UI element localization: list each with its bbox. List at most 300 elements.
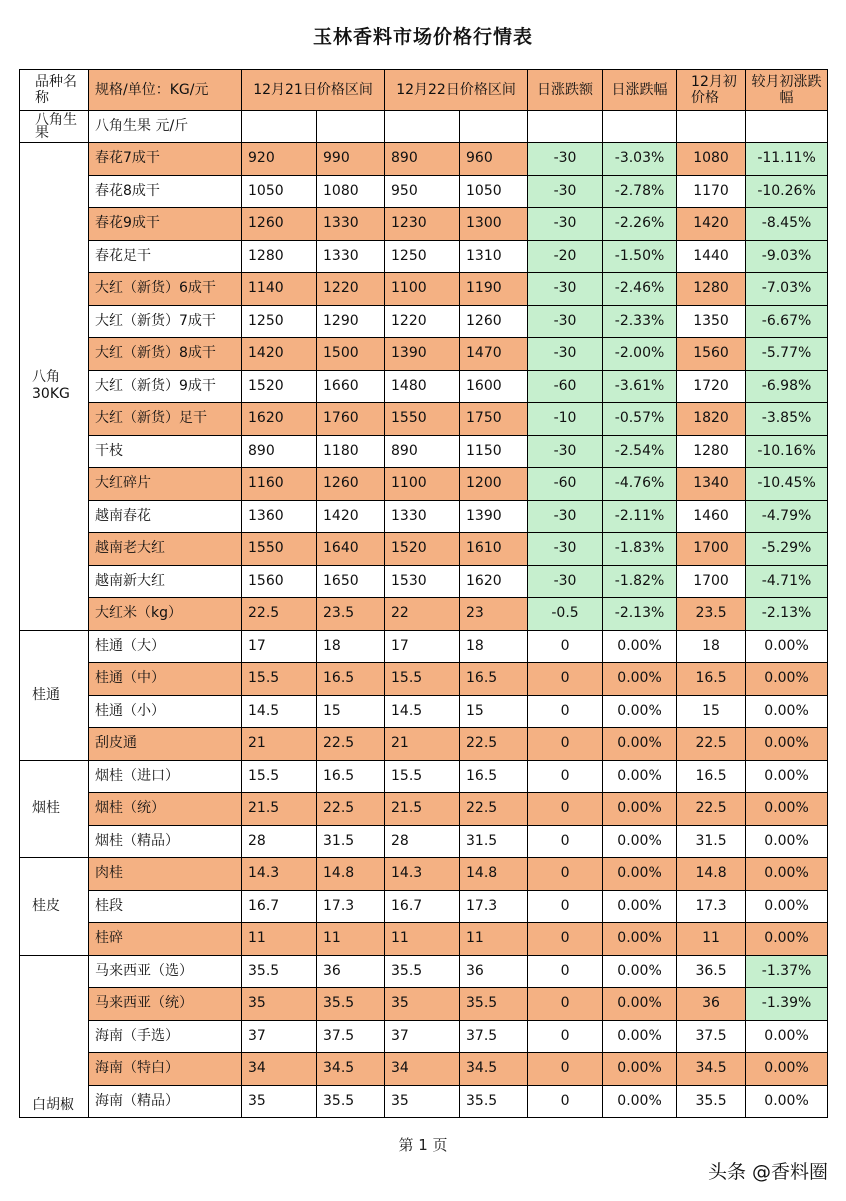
spec-cell: 春花8成干: [89, 175, 242, 208]
value-cell: 36: [460, 955, 528, 988]
value-cell: -6.67%: [746, 305, 828, 338]
category-cell: 桂通: [20, 630, 89, 760]
table-row: [20, 988, 828, 1021]
value-cell: 35: [242, 1085, 317, 1118]
value-cell: 1050: [242, 175, 317, 208]
value-cell: 1260: [242, 208, 317, 241]
value-cell: 1260: [317, 468, 385, 501]
value-cell: 0: [528, 630, 603, 663]
value-cell: 16.5: [677, 760, 746, 793]
value-cell: 0: [528, 923, 603, 956]
table-row: [20, 760, 828, 793]
value-cell: -8.45%: [746, 208, 828, 241]
value-cell: 0: [528, 663, 603, 696]
table-row: [20, 890, 828, 923]
value-cell: 21: [385, 728, 460, 761]
spec-cell: 大红（新货）8成干: [89, 338, 242, 371]
table-row: [20, 273, 828, 306]
value-cell: 1180: [317, 435, 385, 468]
value-cell: 1300: [460, 208, 528, 241]
value-cell: 1390: [385, 338, 460, 371]
category-cell: 白胡椒: [20, 955, 89, 1118]
value-cell: 21.5: [385, 793, 460, 826]
value-cell: 0.00%: [603, 728, 677, 761]
value-cell: 15.5: [242, 663, 317, 696]
table-row: [20, 630, 828, 663]
value-cell: 1100: [385, 273, 460, 306]
value-cell: -30: [528, 500, 603, 533]
table-row: [20, 208, 828, 241]
value-cell: 14.3: [385, 858, 460, 891]
table-row: [20, 240, 828, 273]
value-cell: 17: [242, 630, 317, 663]
value-cell: 1200: [460, 468, 528, 501]
value-cell: 35.5: [385, 955, 460, 988]
value-cell: -30: [528, 273, 603, 306]
value-cell: 11: [677, 923, 746, 956]
value-cell: 17: [385, 630, 460, 663]
value-cell: 28: [385, 825, 460, 858]
value-cell: 16.5: [460, 760, 528, 793]
value-cell: 1170: [677, 175, 746, 208]
value-cell: 35.5: [317, 988, 385, 1021]
value-cell: -2.13%: [746, 598, 828, 631]
value-cell: 0.00%: [746, 858, 828, 891]
table-row: [20, 338, 828, 371]
value-cell: 1390: [460, 500, 528, 533]
value-cell: 23: [460, 598, 528, 631]
value-cell: 1470: [460, 338, 528, 371]
value-cell: 11: [242, 923, 317, 956]
value-cell: 16.5: [317, 663, 385, 696]
value-cell: -30: [528, 143, 603, 176]
value-cell: 0: [528, 728, 603, 761]
value-cell: -2.54%: [603, 435, 677, 468]
value-cell: 31.5: [317, 825, 385, 858]
value-cell: 22.5: [242, 598, 317, 631]
value-cell: -2.26%: [603, 208, 677, 241]
value-cell: -10.45%: [746, 468, 828, 501]
value-cell: 35: [385, 1085, 460, 1118]
value-cell: 1280: [677, 435, 746, 468]
value-cell: 0.00%: [746, 728, 828, 761]
value-cell: 22.5: [677, 793, 746, 826]
value-cell: 0: [528, 825, 603, 858]
value-cell: 1360: [242, 500, 317, 533]
value-cell: -4.71%: [746, 565, 828, 598]
value-cell: 18: [317, 630, 385, 663]
page-title: 玉林香料市场价格行情表: [312, 26, 533, 48]
table-row: [20, 695, 828, 728]
value-cell: 890: [242, 435, 317, 468]
value-cell: 23.5: [677, 598, 746, 631]
value-cell: -9.03%: [746, 240, 828, 273]
value-cell: 1750: [460, 403, 528, 436]
value-cell: 16.5: [677, 663, 746, 696]
value-cell: 17.3: [460, 890, 528, 923]
value-cell: -30: [528, 208, 603, 241]
table-row: [20, 143, 828, 176]
value-cell: 0: [528, 1053, 603, 1086]
value-cell: 1340: [677, 468, 746, 501]
value-cell: -7.03%: [746, 273, 828, 306]
value-cell: 1280: [677, 273, 746, 306]
value-cell: 990: [317, 143, 385, 176]
value-cell: 1100: [385, 468, 460, 501]
value-cell: 11: [317, 923, 385, 956]
category-cell: 桂皮: [20, 858, 89, 956]
value-cell: 0: [528, 760, 603, 793]
table-row: [20, 1085, 828, 1118]
value-cell: 0.00%: [603, 955, 677, 988]
table-row: [20, 923, 828, 956]
value-cell: 1230: [385, 208, 460, 241]
value-cell: 1700: [677, 533, 746, 566]
value-cell: -6.98%: [746, 370, 828, 403]
value-cell: -0.57%: [603, 403, 677, 436]
value-cell: 0.00%: [603, 695, 677, 728]
value-cell: 0.00%: [603, 890, 677, 923]
table-row: [20, 175, 828, 208]
value-cell: 1050: [460, 175, 528, 208]
value-cell: -30: [528, 175, 603, 208]
spec-cell: 春花9成干: [89, 208, 242, 241]
value-cell: -1.37%: [746, 955, 828, 988]
value-cell: 1420: [317, 500, 385, 533]
value-cell: 1140: [242, 273, 317, 306]
value-cell: 1350: [677, 305, 746, 338]
value-cell: 0.00%: [746, 760, 828, 793]
value-cell: -30: [528, 305, 603, 338]
value-cell: 1420: [242, 338, 317, 371]
spec-cell: 马来西亚（统）: [89, 988, 242, 1021]
value-cell: 950: [385, 175, 460, 208]
value-cell: -2.78%: [603, 175, 677, 208]
spec-cell: 大红（新货）7成干: [89, 305, 242, 338]
header-dec21: 12月21日价格区间: [242, 70, 385, 111]
value-cell: 0: [528, 858, 603, 891]
value-cell: 1220: [385, 305, 460, 338]
value-cell: 22.5: [317, 793, 385, 826]
spec-cell: 春花7成干: [89, 143, 242, 176]
table-row: [20, 663, 828, 696]
value-cell: 35.5: [460, 988, 528, 1021]
value-cell: 1500: [317, 338, 385, 371]
value-cell: 0.00%: [603, 1020, 677, 1053]
table-row: [20, 598, 828, 631]
spec-cell: 刮皮通: [89, 728, 242, 761]
value-cell: -5.29%: [746, 533, 828, 566]
value-cell: 890: [385, 435, 460, 468]
value-cell: -20: [528, 240, 603, 273]
spec-cell: 马来西亚（选）: [89, 955, 242, 988]
table-row: [20, 1020, 828, 1053]
value-cell: 35: [242, 988, 317, 1021]
spec-cell: 大红米（kg）: [89, 598, 242, 631]
value-cell: 14.5: [242, 695, 317, 728]
value-cell: 1330: [317, 208, 385, 241]
value-cell: 0.00%: [746, 1053, 828, 1086]
table-row: [20, 565, 828, 598]
value-cell: -1.83%: [603, 533, 677, 566]
header-category: 品种名称: [20, 70, 89, 111]
value-cell: 37.5: [677, 1020, 746, 1053]
value-cell: -2.11%: [603, 500, 677, 533]
value-cell: 1290: [317, 305, 385, 338]
value-cell: 37: [242, 1020, 317, 1053]
table-row: [20, 468, 828, 501]
value-cell: 1820: [677, 403, 746, 436]
value-cell: 960: [460, 143, 528, 176]
value-cell: 0.00%: [603, 858, 677, 891]
value-cell: 1250: [385, 240, 460, 273]
value-cell: 890: [385, 143, 460, 176]
value-cell: 22: [385, 598, 460, 631]
header-daily-change: 日涨跌额: [528, 70, 603, 111]
table-row: [20, 793, 828, 826]
value-cell: 1250: [242, 305, 317, 338]
header-row: [20, 70, 828, 111]
value-cell: 14.3: [242, 858, 317, 891]
value-cell: 0.00%: [603, 663, 677, 696]
value-cell: 1660: [317, 370, 385, 403]
value-cell: 34.5: [460, 1053, 528, 1086]
value-cell: 1460: [677, 500, 746, 533]
value-cell: 0.00%: [603, 630, 677, 663]
value-cell: -10: [528, 403, 603, 436]
value-cell: 1760: [317, 403, 385, 436]
table-row: [20, 858, 828, 891]
subheader-row: [20, 111, 828, 143]
value-cell: 1620: [242, 403, 317, 436]
table-row: [20, 533, 828, 566]
value-cell: 35.5: [242, 955, 317, 988]
spec-cell: 肉桂: [89, 858, 242, 891]
value-cell: 37.5: [317, 1020, 385, 1053]
value-cell: 15: [317, 695, 385, 728]
value-cell: 1080: [317, 175, 385, 208]
value-cell: 0.00%: [746, 890, 828, 923]
subheader-spec: 八角生果 元/斤: [89, 111, 242, 143]
value-cell: -3.85%: [746, 403, 828, 436]
value-cell: 1550: [242, 533, 317, 566]
value-cell: -3.61%: [603, 370, 677, 403]
table-row: [20, 305, 828, 338]
value-cell: 1190: [460, 273, 528, 306]
value-cell: 0.00%: [603, 1085, 677, 1118]
value-cell: 1700: [677, 565, 746, 598]
value-cell: 1530: [385, 565, 460, 598]
value-cell: 36: [317, 955, 385, 988]
value-cell: 34: [242, 1053, 317, 1086]
value-cell: -4.76%: [603, 468, 677, 501]
table-row: [20, 1053, 828, 1086]
page-number: 第 1 页: [398, 1136, 448, 1154]
header-dec22: 12月22日价格区间: [385, 70, 528, 111]
spec-cell: 桂通（小）: [89, 695, 242, 728]
value-cell: 0.00%: [603, 825, 677, 858]
value-cell: 1560: [677, 338, 746, 371]
value-cell: 31.5: [460, 825, 528, 858]
value-cell: 1550: [385, 403, 460, 436]
value-cell: 1440: [677, 240, 746, 273]
value-cell: 37.5: [460, 1020, 528, 1053]
value-cell: 35: [385, 988, 460, 1021]
value-cell: 1330: [317, 240, 385, 273]
spec-cell: 大红（新货）9成干: [89, 370, 242, 403]
spec-cell: 大红（新货）6成干: [89, 273, 242, 306]
subheader-category: 八角生果: [20, 111, 89, 143]
value-cell: 14.8: [317, 858, 385, 891]
value-cell: 0.00%: [603, 1053, 677, 1086]
value-cell: -10.26%: [746, 175, 828, 208]
value-cell: 0.00%: [746, 923, 828, 956]
value-cell: 0: [528, 695, 603, 728]
value-cell: -3.03%: [603, 143, 677, 176]
value-cell: 36.5: [677, 955, 746, 988]
category-cell: 八角30KG: [20, 143, 89, 631]
value-cell: 21: [242, 728, 317, 761]
value-cell: 1330: [385, 500, 460, 533]
value-cell: 0.00%: [746, 793, 828, 826]
value-cell: 22.5: [460, 728, 528, 761]
value-cell: -2.00%: [603, 338, 677, 371]
value-cell: 1720: [677, 370, 746, 403]
table-row: [20, 435, 828, 468]
value-cell: -30: [528, 565, 603, 598]
value-cell: 35.5: [460, 1085, 528, 1118]
value-cell: 1220: [317, 273, 385, 306]
value-cell: 18: [460, 630, 528, 663]
value-cell: 1260: [460, 305, 528, 338]
value-cell: 22.5: [677, 728, 746, 761]
table-row: [20, 403, 828, 436]
spec-cell: 海南（精品）: [89, 1085, 242, 1118]
value-cell: 1640: [317, 533, 385, 566]
value-cell: 34: [385, 1053, 460, 1086]
value-cell: 0: [528, 793, 603, 826]
value-cell: 15: [677, 695, 746, 728]
spec-cell: 桂段: [89, 890, 242, 923]
value-cell: -60: [528, 468, 603, 501]
value-cell: -2.13%: [603, 598, 677, 631]
value-cell: 31.5: [677, 825, 746, 858]
value-cell: -4.79%: [746, 500, 828, 533]
value-cell: 1600: [460, 370, 528, 403]
value-cell: 22.5: [460, 793, 528, 826]
value-cell: 14.8: [460, 858, 528, 891]
value-cell: 22.5: [317, 728, 385, 761]
value-cell: 35.5: [677, 1085, 746, 1118]
value-cell: -2.46%: [603, 273, 677, 306]
value-cell: 0.00%: [746, 663, 828, 696]
value-cell: 1620: [460, 565, 528, 598]
value-cell: 0.00%: [746, 825, 828, 858]
value-cell: 15.5: [242, 760, 317, 793]
spec-cell: 越南新大红: [89, 565, 242, 598]
value-cell: 14.5: [385, 695, 460, 728]
value-cell: -10.16%: [746, 435, 828, 468]
value-cell: 0.00%: [603, 988, 677, 1021]
value-cell: 1160: [242, 468, 317, 501]
value-cell: 0.00%: [746, 630, 828, 663]
value-cell: -2.33%: [603, 305, 677, 338]
value-cell: 14.8: [677, 858, 746, 891]
spec-cell: 烟桂（进口）: [89, 760, 242, 793]
value-cell: 0: [528, 955, 603, 988]
value-cell: 1650: [317, 565, 385, 598]
value-cell: 21.5: [242, 793, 317, 826]
value-cell: -30: [528, 533, 603, 566]
spec-cell: 桂碎: [89, 923, 242, 956]
value-cell: 1560: [242, 565, 317, 598]
value-cell: 37: [385, 1020, 460, 1053]
value-cell: 1520: [385, 533, 460, 566]
value-cell: 0: [528, 988, 603, 1021]
table-row: [20, 825, 828, 858]
value-cell: 1080: [677, 143, 746, 176]
value-cell: -11.11%: [746, 143, 828, 176]
value-cell: 34.5: [677, 1053, 746, 1086]
spec-cell: 春花足干: [89, 240, 242, 273]
value-cell: 16.7: [242, 890, 317, 923]
spec-cell: 烟桂（精品）: [89, 825, 242, 858]
value-cell: 17.3: [317, 890, 385, 923]
value-cell: -30: [528, 435, 603, 468]
value-cell: 1420: [677, 208, 746, 241]
price-table: [19, 69, 828, 1118]
value-cell: 0.00%: [746, 1020, 828, 1053]
value-cell: 16.5: [317, 760, 385, 793]
spec-cell: 大红碎片: [89, 468, 242, 501]
value-cell: 1310: [460, 240, 528, 273]
spec-cell: 越南老大红: [89, 533, 242, 566]
spec-cell: 烟桂（统）: [89, 793, 242, 826]
value-cell: 23.5: [317, 598, 385, 631]
value-cell: 0.00%: [603, 760, 677, 793]
table-row: [20, 500, 828, 533]
category-cell: 烟桂: [20, 760, 89, 858]
value-cell: 15: [460, 695, 528, 728]
value-cell: 0: [528, 1085, 603, 1118]
value-cell: 0.00%: [603, 793, 677, 826]
value-cell: 1520: [242, 370, 317, 403]
value-cell: 15.5: [385, 663, 460, 696]
value-cell: 15.5: [385, 760, 460, 793]
value-cell: 1280: [242, 240, 317, 273]
spec-cell: 越南春花: [89, 500, 242, 533]
value-cell: -0.5: [528, 598, 603, 631]
value-cell: 16.7: [385, 890, 460, 923]
watermark: 头条 @香料圈: [707, 1161, 828, 1183]
value-cell: 1150: [460, 435, 528, 468]
value-cell: 16.5: [460, 663, 528, 696]
value-cell: 0.00%: [603, 923, 677, 956]
value-cell: -1.50%: [603, 240, 677, 273]
header-vs-dec-start: 较月初涨跌幅: [746, 70, 828, 111]
value-cell: 18: [677, 630, 746, 663]
value-cell: 36: [677, 988, 746, 1021]
value-cell: -1.39%: [746, 988, 828, 1021]
value-cell: 1610: [460, 533, 528, 566]
spec-cell: 海南（特白）: [89, 1053, 242, 1086]
spec-cell: 海南（手选）: [89, 1020, 242, 1053]
value-cell: 0.00%: [746, 695, 828, 728]
value-cell: 11: [385, 923, 460, 956]
header-dec-start: 12月初价格: [677, 70, 746, 111]
value-cell: 28: [242, 825, 317, 858]
table-row: [20, 370, 828, 403]
